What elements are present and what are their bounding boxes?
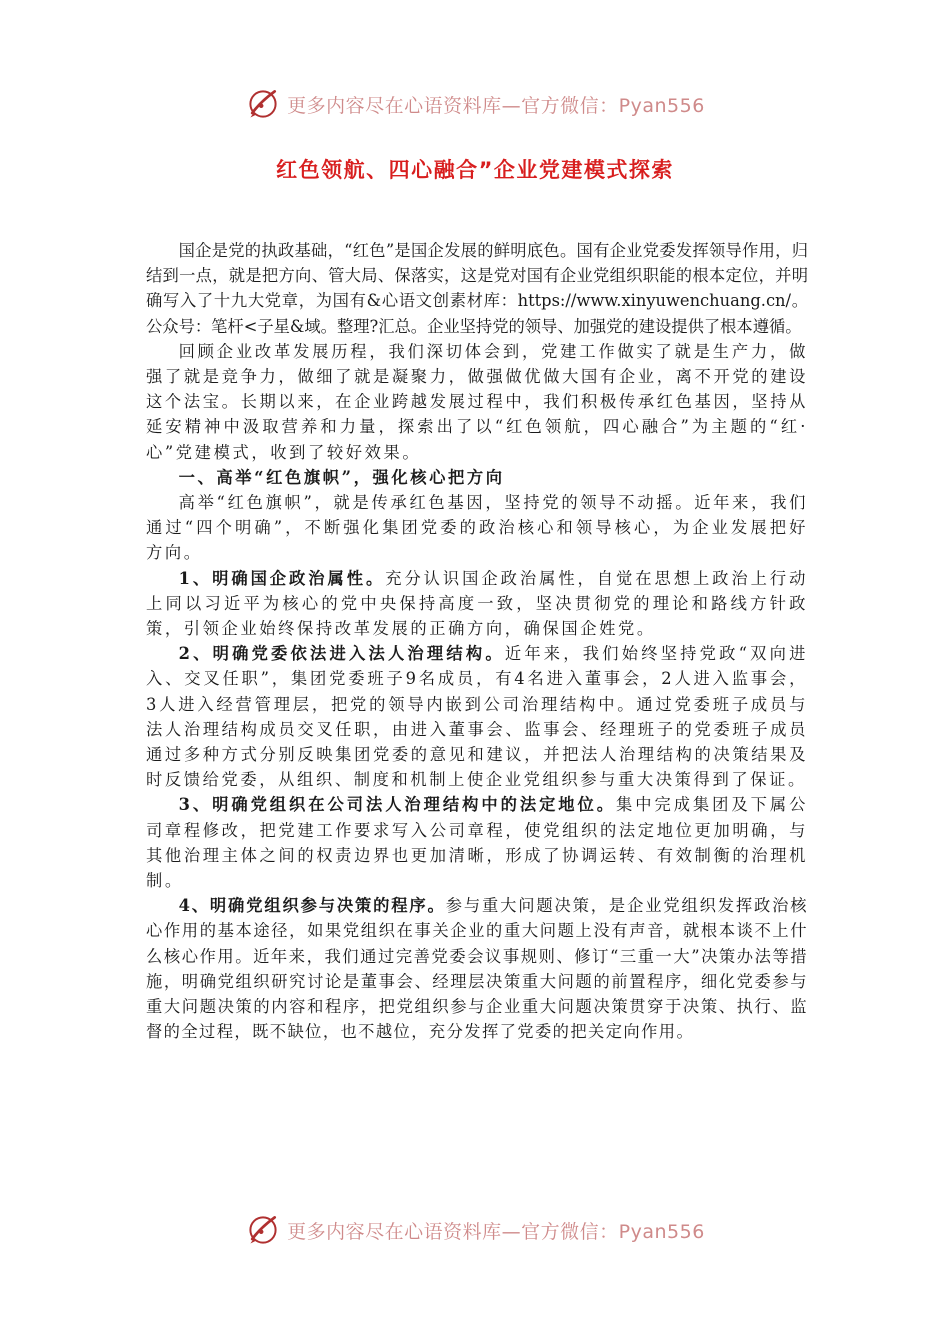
- paragraph-lead: 1、明确国企政治属性。: [178, 568, 386, 588]
- paragraph: 高举“红色旗帜”，就是传承红色基因，坚持党的领导不动摇。近年来，我们通过“四个明确”，不断强化集团党委的政治核心和领导核心，为企业发展把好方向。: [146, 493, 808, 563]
- paragraph: 3、明确党组织在公司法人治理结构中的法定地位。集中完成集团及下属公司章程修改，把党建工作要求写入公司章程，使党组织的法定地位更加明确，与其他治理主体之间的权责边界也更加清晰，形成了协调运转、有效制衡的治理机制。: [146, 795, 808, 891]
- article-body: [146, 238, 808, 1045]
- paragraph: 国企是党的执政基础，“红色”是国企发展的鲜明底色。国有企业党委发挥领导作用，归结到一点，就是把方向、管大局、保落实，这是党对国有企业党组织职能的根本定位，并明确写入了十九大党章，为国有&心语文创素材库：https://www.xinyuwenchuang.cn/。公众号：笔杆<子星&域。整理?汇总。企业坚持党的领导、加强党的建设提供了根本遵循。: [146, 241, 808, 336]
- header-banner: [0, 84, 950, 124]
- footer-banner: [0, 1210, 950, 1250]
- pen-circle-logo-icon: [245, 1212, 281, 1248]
- paragraph-lead: 2、明确党委依法进入法人治理结构。: [178, 644, 505, 664]
- paragraph-lead: 4、明确党组织参与决策的程序。: [178, 896, 446, 916]
- paragraph: 1、明确国企政治属性。充分认识国企政治属性，自觉在思想上政治上行动上同以习近平为核心的党中央保持高度一致，坚决贯彻党的理论和路线方针政策，引领企业始终保持改革发展的正确方向，确保国企姓党。: [146, 568, 809, 639]
- section-heading: 一、高举“红色旗帜”，强化核心把方向: [178, 467, 505, 487]
- banner-text: 更多内容尽在心语资料库—官方微信：Pyan556: [287, 1220, 705, 1243]
- pen-circle-logo-icon: [245, 86, 281, 122]
- paragraph-lead: 3、明确党组织在公司法人治理结构中的法定地位。: [178, 795, 616, 815]
- paragraph: 4、明确党组织参与决策的程序。参与重大问题决策，是企业党组织发挥政治核心作用的基本途径，如果党组织在事关企业的重大问题上没有声音，就根本谈不上什么核心作用。近年来，我们通过完善党委会议事规则、修订“三重一大”决策办法等措施，明确党组织研究讨论是董事会、经理层决策重大问题的前置程序，细化党委参与重大问题决策的内容和程序，把党组织参与企业重大问题决策贯穿于决策、执行、监督的全过程，既不缺位，也不越位，充分发挥了党委的把关定向作用。: [146, 896, 808, 1042]
- paragraph: 回顾企业改革发展历程，我们深切体会到，党建工作做实了就是生产力，做强了就是竞争力，做细了就是凝聚力，做强做优做大国有企业，离不开党的建设这个法宝。长期以来，在企业跨越发展过程中，我们积极传承红色基因，坚持从延安精神中汲取营养和力量，探索出了以“红色领航，四心融合”为主题的“红·心”党建模式，收到了较好效果。: [146, 341, 808, 462]
- banner-text: 更多内容尽在心语资料库—官方微信：Pyan556: [287, 94, 705, 117]
- page-title: 红色领航、四心融合”企业党建模式探索: [276, 158, 674, 182]
- paragraph: 2、明确党委依法进入法人治理结构。近年来，我们始终坚持党政“双向进入、交叉任职”，集团党委班子9名成员，有4名进入董事会，2人进入监事会，3人进入经营管理层，把党的领导内嵌到公司治理结构中。通过党委班子成员与法人治理结构成员交叉任职，由进入董事会、监事会、经理班子的党委班子成员通过多种方式分别反映集团党委的意见和建议，并把法人治理结构的决策结果及时反馈给党委，从组织、制度和机制上使企业党组织参与重大决策得到了保证。: [146, 644, 808, 790]
